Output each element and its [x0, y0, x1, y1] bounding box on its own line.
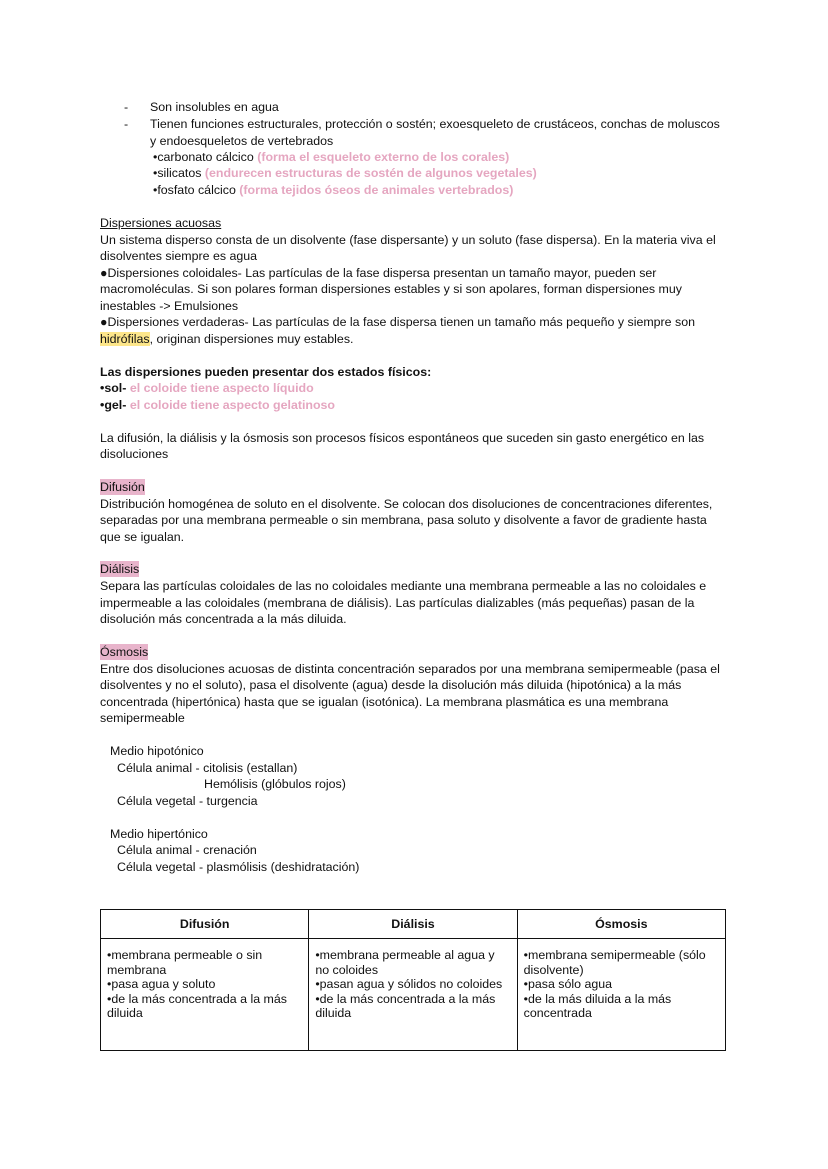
paragraph-line: disolución más concentrada a la más diluida.: [100, 612, 347, 626]
cell-line: membrana: [107, 962, 167, 977]
cell-line: •de la más concentrada a la más: [107, 991, 287, 1006]
paragraph-line: Distribución homogénea de soluto en el disolvente. Se colocan dos disoluciones de concentraciones diferentes,: [100, 497, 713, 511]
cell-line: concentrada: [523, 1006, 592, 1021]
estado-text: el coloide tiene aspecto gelatinoso: [126, 398, 336, 412]
example-item: [153, 149, 509, 165]
paragraph-line: Separa las partículas coloidales de las no coloidales mediante una membrana permeable a las no coloidales e: [100, 579, 707, 593]
table-header: Difusión: [101, 910, 309, 939]
example-label: •silicatos: [153, 166, 205, 180]
cell-line: •membrana permeable o sin: [107, 948, 263, 962]
estado-text: el coloide tiene aspecto líquido: [126, 381, 314, 395]
paragraph-line: disoluciones: [100, 447, 169, 461]
example-item: [153, 165, 537, 181]
estado-label: •gel-: [100, 398, 127, 412]
example-label: •carbonato cálcico: [153, 150, 258, 164]
section-title-dispersiones: Dispersiones acuosas: [100, 216, 222, 230]
cell-line: •de la más diluida a la más: [523, 991, 672, 1006]
medio-line: Célula vegetal - turgencia: [117, 794, 258, 808]
cell-line: •pasa agua y soluto: [107, 977, 216, 992]
paragraph-line: que se igualan.: [100, 530, 185, 544]
table-cell: [517, 939, 725, 1051]
estados-title: Las dispersiones pueden presentar dos estados físicos:: [100, 365, 432, 379]
table-header-row: [101, 910, 726, 939]
paragraph-line: macromoléculas. Si son polares forman dispersiones estables y si son apolares, forman dispersiones muy: [100, 282, 682, 296]
section-title-osmosis: Ósmosis: [100, 645, 149, 659]
table-row: [101, 939, 726, 1051]
medio-title: Medio hipotónico: [110, 744, 204, 758]
table-cell: [101, 939, 309, 1051]
medio-line: Hemólisis (glóbulos rojos): [204, 777, 346, 791]
paragraph-text: , originan dispersiones muy estables.: [149, 332, 354, 346]
cell-line: disolvente): [523, 962, 584, 977]
paragraph-line: Entre dos disoluciones acuosas de distinta concentración separados por una membrana semipermeable (pasa el: [100, 662, 720, 676]
cell-line: •pasan agua y sólidos no coloides: [315, 977, 503, 992]
property-item: Son insolubles en agua: [150, 100, 279, 114]
paragraph-line: disolventes siempre es agua: [100, 249, 258, 263]
table-cell: [309, 939, 517, 1051]
paragraph-line: concentrada (hipertónica) hasta que se igualan (isotónica). La membrana plasmática es una membrana: [100, 695, 669, 709]
estado-item: [100, 380, 314, 396]
estado-label: •sol-: [100, 381, 127, 395]
cell-line: no coloides: [315, 962, 379, 977]
paragraph-line: La difusión, la diálisis y la ósmosis son procesos físicos espontáneos que suceden sin gasto energético en las: [100, 431, 705, 445]
estado-item: [100, 397, 335, 413]
paragraph-line: impermeable a las coloidales (membrana de diálisis). Las partículas dializables (más pequeñas) pasan de la: [100, 596, 695, 610]
list-dash: -: [124, 100, 129, 114]
medio-line: Célula animal - crenación: [117, 843, 257, 857]
cell-line: •de la más concentrada a la más: [315, 991, 496, 1006]
paragraph-line: semipermeable: [100, 711, 185, 725]
example-item: [153, 182, 513, 198]
cell-line: •membrana semipermeable (sólo: [523, 948, 706, 962]
property-item: Tienen funciones estructurales, protección o sostén; exoesqueleto de crustáceos, conchas de moluscos: [150, 117, 720, 131]
cell-line: diluida: [107, 1006, 143, 1021]
paragraph-line: inestables -> Emulsiones: [100, 299, 239, 313]
table-header: Diálisis: [309, 910, 517, 939]
paragraph-line: ●Dispersiones coloidales- Las partículas de la fase dispersa presentan un tamaño mayor, pueden ser: [100, 266, 657, 280]
section-title-difusion: Difusión: [100, 480, 145, 494]
paragraph-line: [100, 331, 353, 347]
section-title-dialisis: Diálisis: [100, 562, 140, 576]
highlighted-term: hidrófilas: [100, 332, 150, 346]
medio-line: Célula vegetal - plasmólisis (deshidratación): [117, 860, 360, 874]
list-dash: -: [124, 117, 129, 131]
example-note: (endurecen estructuras de sostén de algunos vegetales): [204, 166, 537, 180]
cell-line: •pasa sólo agua: [523, 977, 613, 992]
paragraph-line: Un sistema disperso consta de un disolvente (fase dispersante) y un soluto (fase dispersa). En la materia viva el: [100, 233, 716, 247]
medio-line: Célula animal - citolisis (estallan): [117, 761, 298, 775]
example-note: (forma el esqueleto externo de los corales): [257, 150, 510, 164]
comparison-table: [100, 909, 726, 1051]
table-header: Ósmosis: [517, 910, 725, 939]
paragraph-line: disolventes y no el soluto), pasa el disolvente (agua) desde la disolución más diluida (hipotónica) a la más: [100, 678, 682, 692]
paragraph-line: ●Dispersiones verdaderas- Las partículas de la fase dispersa tienen un tamaño más pequeño y siempre son: [100, 315, 695, 329]
medio-title: Medio hipertónico: [110, 827, 208, 841]
cell-line: diluida: [315, 1006, 352, 1021]
cell-line: •membrana permeable al agua y: [315, 948, 495, 962]
property-item-continuation: y endoesqueletos de vertebrados: [150, 134, 334, 148]
example-label: •fosfato cálcico: [153, 183, 240, 197]
example-note: (forma tejidos óseos de animales vertebrados): [239, 183, 514, 197]
paragraph-line: separadas por una membrana permeable o sin membrana, pasa soluto y disolvente a favor de gradiente hasta: [100, 513, 707, 527]
